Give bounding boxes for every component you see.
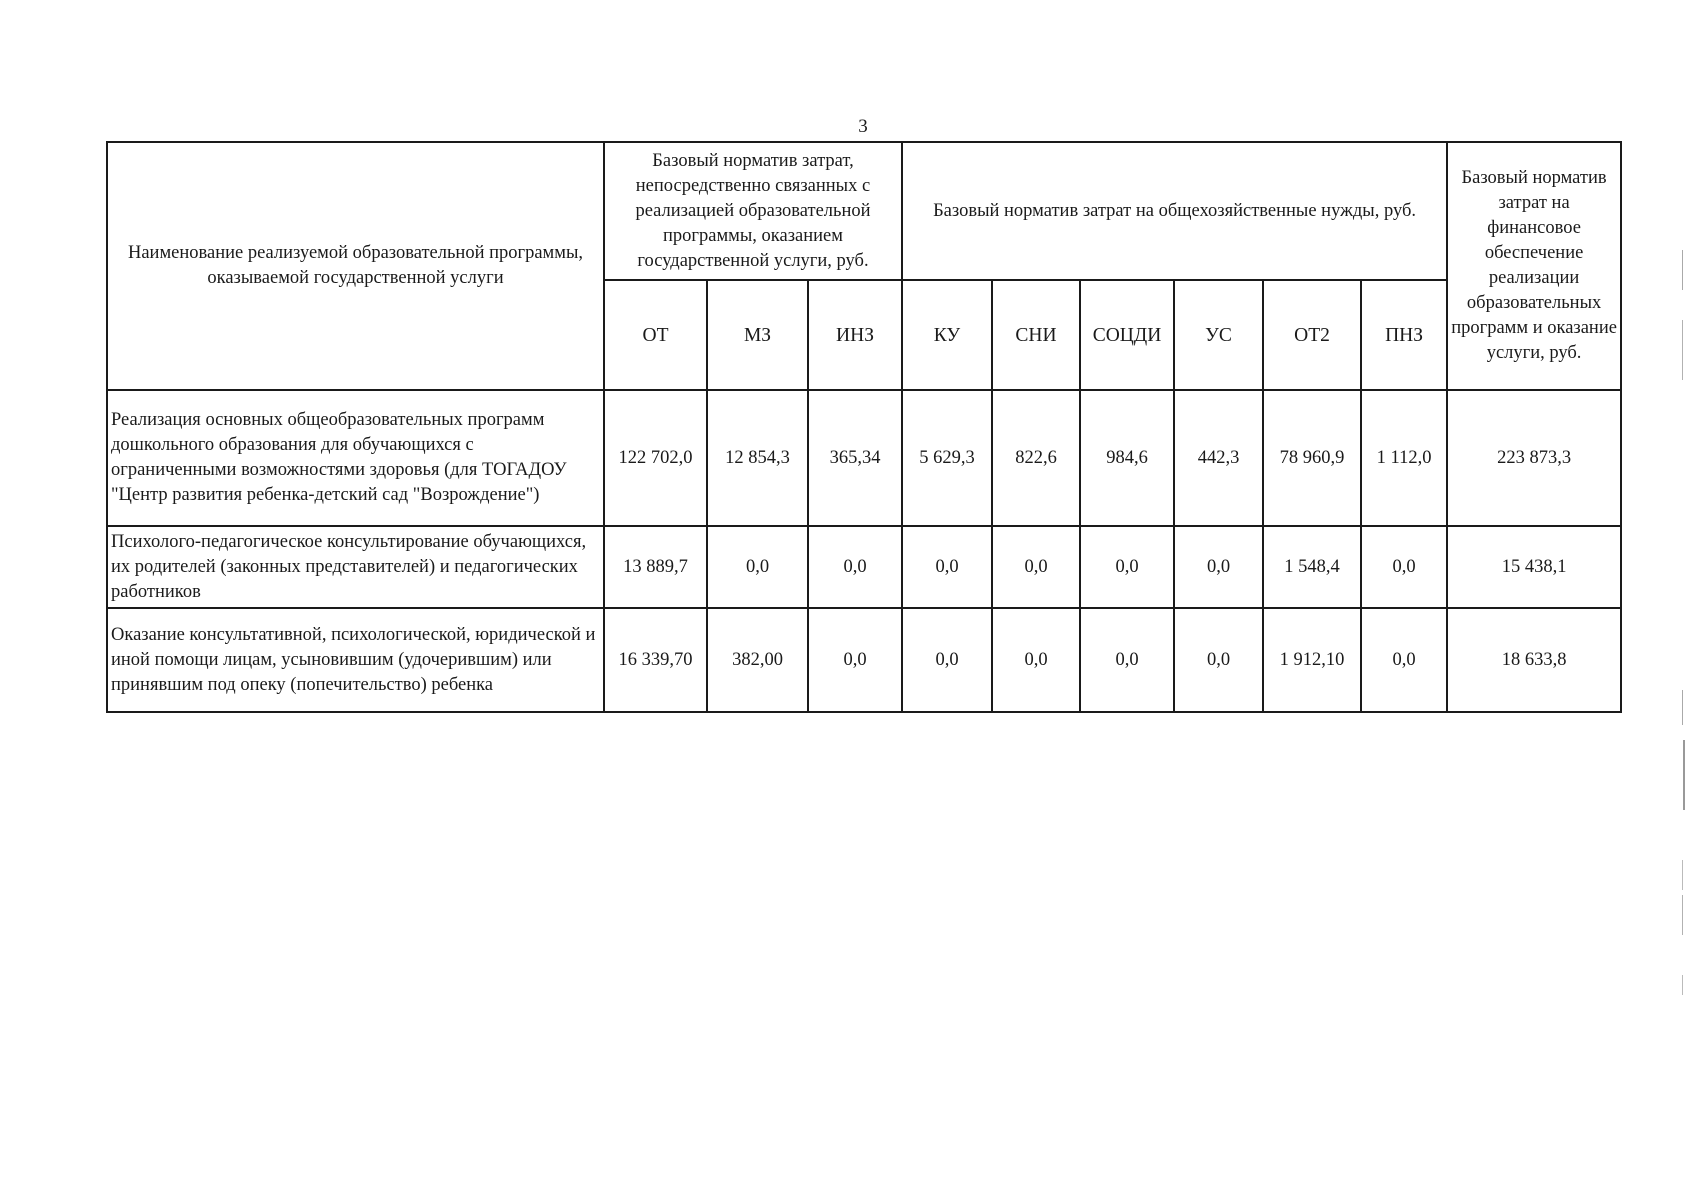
page-number: 3	[858, 116, 868, 137]
value-cell: 0,0	[1361, 608, 1447, 712]
value-cell: 365,34	[808, 390, 902, 526]
value-cell: 16 339,70	[604, 608, 707, 712]
header-general-costs: Базовый норматив затрат на общехозяйственные нужды, руб.	[902, 142, 1447, 280]
value-cell: 1 548,4	[1263, 526, 1361, 608]
header-total-cost: Базовый норматив затрат на финансовое обеспечение реализации образовательных программ и оказание услуги, руб.	[1447, 142, 1621, 390]
value-cell: 1 112,0	[1361, 390, 1447, 526]
table-header-row	[107, 142, 1621, 280]
subheader-inz: ИНЗ	[808, 280, 902, 390]
subheader-pnz: ПНЗ	[1361, 280, 1447, 390]
scan-artifact	[1682, 690, 1683, 725]
value-cell: 122 702,0	[604, 390, 707, 526]
value-cell: 0,0	[902, 608, 992, 712]
scan-artifact	[1682, 895, 1683, 935]
subheader-mz: МЗ	[707, 280, 808, 390]
scan-artifact	[1683, 740, 1685, 810]
program-name-cell: Реализация основных общеобразовательных программ дошкольного образования для обучающихся с ограниченными возможностями здоровья (для ТОГАДОУ "Центр развития ребенка-детский сад "Возрождение")	[107, 390, 604, 526]
value-cell: 0,0	[902, 526, 992, 608]
value-cell: 78 960,9	[1263, 390, 1361, 526]
table-row	[107, 390, 1621, 526]
subheader-sni: СНИ	[992, 280, 1080, 390]
value-cell: 0,0	[707, 526, 808, 608]
value-cell: 0,0	[1080, 526, 1174, 608]
header-direct-costs: Базовый норматив затрат, непосредственно связанных с реализацией образовательной программы, оказанием государственной услуги, руб.	[604, 142, 902, 280]
subheader-us: УС	[1174, 280, 1263, 390]
value-cell: 822,6	[992, 390, 1080, 526]
subheader-ot2: ОТ2	[1263, 280, 1361, 390]
value-cell: 1 912,10	[1263, 608, 1361, 712]
value-cell: 0,0	[992, 526, 1080, 608]
total-cell: 15 438,1	[1447, 526, 1621, 608]
total-cell: 223 873,3	[1447, 390, 1621, 526]
header-program-name: Наименование реализуемой образовательной программы, оказываемой государственной услуги	[107, 142, 604, 390]
value-cell: 0,0	[1080, 608, 1174, 712]
subheader-ot: ОТ	[604, 280, 707, 390]
value-cell: 0,0	[992, 608, 1080, 712]
value-cell: 442,3	[1174, 390, 1263, 526]
value-cell: 984,6	[1080, 390, 1174, 526]
scan-artifact	[1682, 975, 1683, 995]
program-name-cell: Оказание консультативной, психологической, юридической и иной помощи лицам, усыновившим (удочерившим) или принявшим под опеку (попечительство) ребенка	[107, 608, 604, 712]
value-cell: 382,00	[707, 608, 808, 712]
cost-standards-table	[106, 141, 1622, 713]
value-cell: 5 629,3	[902, 390, 992, 526]
value-cell: 0,0	[1174, 526, 1263, 608]
value-cell: 0,0	[808, 526, 902, 608]
value-cell: 0,0	[1361, 526, 1447, 608]
value-cell: 0,0	[808, 608, 902, 712]
program-name-cell: Психолого-педагогическое консультирование обучающихся, их родителей (законных представителей) и педагогических работников	[107, 526, 604, 608]
subheader-socdi: СОЦДИ	[1080, 280, 1174, 390]
value-cell: 13 889,7	[604, 526, 707, 608]
table-row	[107, 526, 1621, 608]
value-cell: 12 854,3	[707, 390, 808, 526]
scan-artifact	[1682, 250, 1683, 290]
scan-artifact	[1682, 320, 1683, 380]
scan-artifact	[1682, 860, 1683, 890]
subheader-ku: КУ	[902, 280, 992, 390]
table-row	[107, 608, 1621, 712]
total-cell: 18 633,8	[1447, 608, 1621, 712]
value-cell: 0,0	[1174, 608, 1263, 712]
